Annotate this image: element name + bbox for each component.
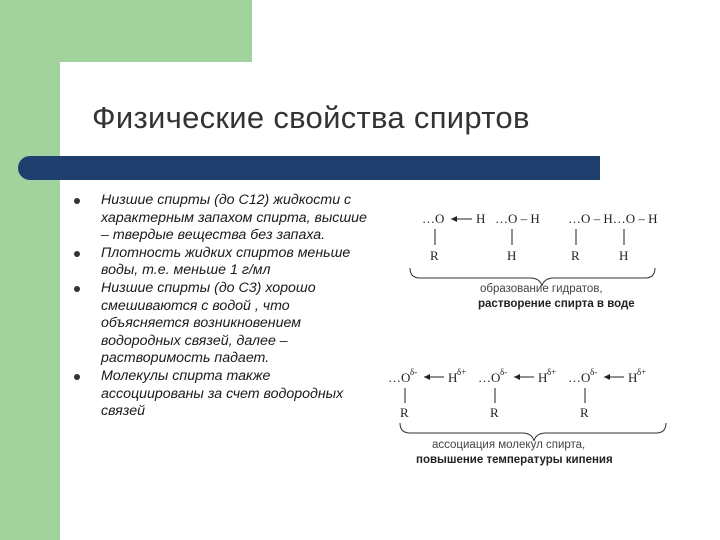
hydrogen-bonding-diagram [380, 195, 680, 475]
diagram2-r-2: R [490, 405, 499, 420]
diagram1-h-3: H [619, 248, 629, 263]
diagram1-h-2: H [507, 248, 517, 263]
arrow-head-icon [424, 374, 430, 380]
diagram2-h-3: H [628, 370, 638, 385]
title-underline-bar [18, 156, 600, 180]
diagram1-r-1: R [430, 248, 439, 263]
arrow-head-icon [514, 374, 520, 380]
bullet-dot [74, 198, 80, 204]
green-left-band [0, 0, 60, 540]
diagram2-o-1: …O [388, 370, 411, 385]
bullet-dot [74, 251, 80, 257]
diagram2-delta-plus-2: δ+ [547, 367, 557, 377]
bullet-text-4: Молекулы спирта также ассоциированы за счет водородных связей [101, 367, 344, 420]
diagram2-o-2: …O [478, 370, 501, 385]
diagram2-o-3: …O [568, 370, 591, 385]
arrow-head-icon [451, 216, 457, 222]
arrow-head-icon [604, 374, 610, 380]
diagram2-caption-2: повышение температуры кипения [416, 454, 613, 466]
diagram2-delta-minus-3: δ- [590, 367, 598, 377]
diagram2-r-3: R [580, 405, 589, 420]
hydration-diagram [410, 211, 658, 310]
diagram1-oh-chain: …O – H…O – H [568, 211, 658, 226]
association-diagram [388, 367, 666, 466]
diagram2-h-2: H [538, 370, 548, 385]
diagram2-caption-1: ассоциация молекул спирта, [432, 439, 586, 451]
diagram2-delta-plus-3: δ+ [637, 367, 647, 377]
bullet-item-4 [74, 368, 374, 421]
diagram1-caption-1: образование гидратов, [480, 283, 603, 295]
diagram2-r-1: R [400, 405, 409, 420]
diagram1-caption-2: растворение спирта в воде [478, 298, 635, 310]
bullet-item-3 [74, 280, 374, 368]
bullet-text-3: Низшие спирты (до С3) хорошо смешиваются с водой , что объясняется возникновением водородных связей, далее – растворимость падает. [101, 279, 316, 367]
bullet-text-2: Плотность жидких спиртов меньше воды, т.е. меньше 1 г/мл [101, 244, 351, 279]
bullet-item-1 [74, 192, 374, 245]
diagram2-delta-minus-2: δ- [500, 367, 508, 377]
bullet-list [74, 192, 374, 421]
bullet-dot [74, 286, 80, 292]
slide-title: Физические свойства спиртов [92, 100, 530, 135]
diagram2-delta-minus-1: δ- [410, 367, 418, 377]
diagram1-o-1: …O [422, 211, 445, 226]
bullet-item-2 [74, 245, 374, 280]
diagram2-delta-plus-1: δ+ [457, 367, 467, 377]
bullet-dot [74, 374, 80, 380]
diagram1-r-2: R [571, 248, 580, 263]
bullet-text-1: Низшие спирты (до С12) жидкости с характерным запахом спирта, высшие – твердые вещества без запаха. [101, 192, 367, 244]
diagram2-h-1: H [448, 370, 458, 385]
diagram1-oh-1: …O – H [495, 211, 540, 226]
diagram1-h-1: H [476, 211, 486, 226]
